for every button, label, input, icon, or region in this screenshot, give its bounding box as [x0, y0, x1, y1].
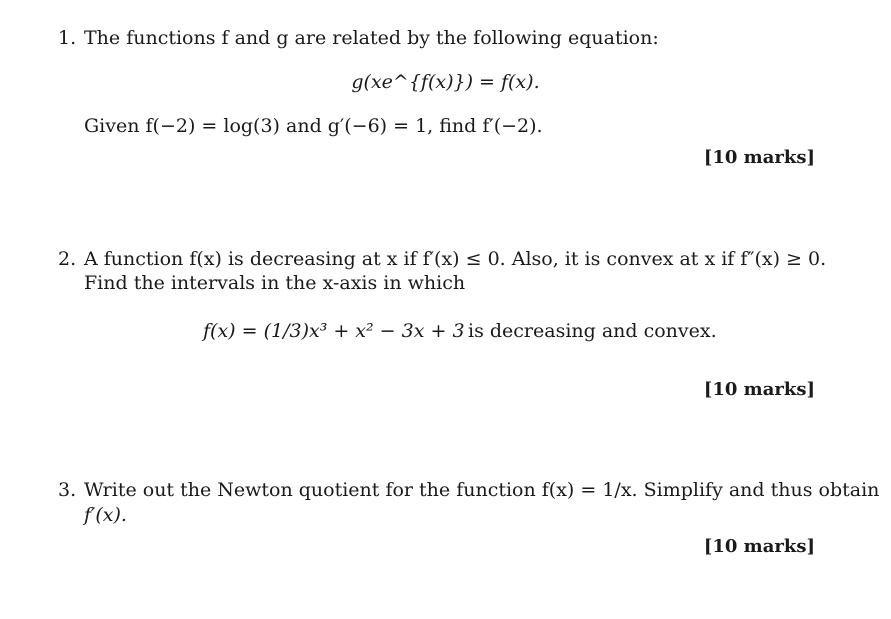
- question-line-2: f′(x).: [84, 504, 127, 526]
- equation: f(x) = (1/3)x³ + x² − 3x + 3: [203, 320, 465, 342]
- marks-label: [10 marks]: [703, 147, 815, 168]
- question-given: Given f(−2) = log(3) and g′(−6) = 1, find f′(−2).: [84, 115, 543, 137]
- question-line-2: Find the intervals in the x-axis in which: [84, 272, 466, 294]
- question-number: 2.: [58, 248, 77, 270]
- marks-label: [10 marks]: [703, 536, 815, 557]
- question-line-1: A function f(x) is decreasing at x if f′(x) ≤ 0. Also, it is convex at x if f″(x) ≥ 0.: [84, 248, 827, 270]
- question-number: 1.: [58, 27, 77, 49]
- equation: g(xe^{f(x)}) = f(x).: [351, 71, 540, 93]
- question-number: 3.: [58, 479, 77, 501]
- question-line-1: Write out the Newton quotient for the function f(x) = 1/x. Simplify and thus obtain: [84, 479, 880, 501]
- marks-label: [10 marks]: [703, 379, 815, 400]
- equation-tail: is decreasing and convex.: [468, 320, 717, 342]
- question-intro: The functions f and g are related by the following equation:: [84, 27, 659, 49]
